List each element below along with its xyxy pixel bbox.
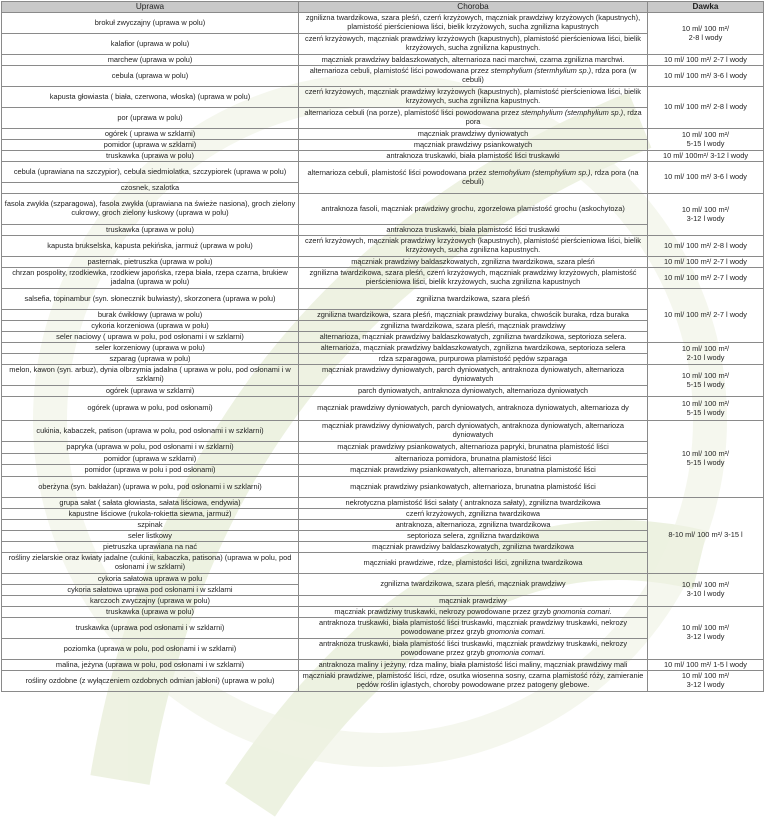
dose-cell: 8-10 ml/ 100 m²/ 3-15 l	[648, 498, 764, 574]
crop-cell: cykoria sałatowa uprawa pod osłonami i w szklarni	[2, 585, 299, 596]
crop-cell: chrzan pospolity, rzodkiewka, rzodkiew japońska, rzepa biała, rzepa czarna, brukiew jadalna (uprawa w polu)	[2, 268, 299, 289]
disease-cell: zgnilizna twardzikowa, szara pleśń, mączniak prawdziwy	[299, 574, 648, 596]
crop-cell: truskawka (uprawa pod osłonami i w szklarni)	[2, 618, 299, 639]
crop-cell: rośliny ozdobne (z wyłączeniem ozdobnych odmian jabłoni) (uprawa w polu)	[2, 671, 299, 692]
table-row	[2, 397, 764, 421]
disease-cell: mączniak prawdziwy baldaszkowatych, zgnilizna twardzikowa, szara pleśń	[299, 257, 648, 268]
disease-cell: mączniaki prawdziwe, rdze, plamistości liści, zgnilizna twardzikowa	[299, 553, 648, 574]
header-disease: Choroba	[299, 2, 648, 13]
crop-cell: kapusta brukselska, kapusta pekińska, jarmuż (uprawa w polu)	[2, 236, 299, 257]
disease-cell: antraknoza truskawki, biała plamistość liści truskawki, mączniak prawdziwy truskawki, nekrozy powodowane przez grzyb gnomonia comari.	[299, 618, 648, 639]
crop-cell: seler listkowy	[2, 531, 299, 542]
crop-cell: seler naciowy ( uprawa w polu, pod osłonami i w szklarni)	[2, 332, 299, 343]
crop-cell: marchew (uprawa w polu)	[2, 55, 299, 66]
dose-cell: 10 ml/ 100 m²/ 5-15 l wody	[648, 397, 764, 421]
crop-cell: cebula (uprawiana na szczypior), cebula siedmiolatka, szczypiorek (uprawa w polu)	[2, 162, 299, 183]
disease-cell: czerń krzyżowych, mączniak prawdziwy krzyżowych (kapustnych), plamistość pierścieniowa liści, bielik krzyżowych, sucha zgnilizna kapustnych.	[299, 34, 648, 55]
table-row	[2, 257, 764, 268]
table-row	[2, 129, 764, 140]
disease-cell: mączniak prawdziwy dyniowatych, parch dyniowatych, antraknoza dyniowatych, alternarioza dy	[299, 397, 648, 421]
disease-cell: mączniak prawdziwy psiankowatych, alternarioza, brunatna plamistość liści	[299, 477, 648, 498]
crop-cell: burak ćwikłowy (uprawa w polu)	[2, 310, 299, 321]
table-row	[2, 671, 764, 692]
table-row	[2, 13, 764, 34]
crop-cell: papryka (uprawa w polu, pod osłonami i w szklarni)	[2, 442, 299, 454]
crop-cell: cykoria sałatowa uprawa w polu	[2, 574, 299, 585]
table-row	[2, 574, 764, 585]
disease-cell: zgnilizna twardzikowa, szara pleśń, mączniak prawdziwy buraka, chwościk buraka, rdza buraka	[299, 310, 648, 321]
table-row	[2, 365, 764, 386]
crop-cell: szpinak	[2, 520, 299, 531]
dose-cell: 10 ml/ 100 m²/ 3-12 l wody	[648, 607, 764, 660]
disease-cell: mączniak prawdziwy psiankowatych	[299, 140, 648, 151]
disease-cell: zgnilizna twardzikowa, szara pleśń, czerń krzyżowych, mączniak prawdziwy krzyżowych (kapustnych), plamistość pierścieniowa liści, bielik krzyżowych, sucha zgnilizna kapustnych	[299, 13, 648, 34]
table-row	[2, 236, 764, 257]
disease-cell: alternarioza cebuli (na porze), plamistość liści powodowana przez stemphylium (stemphylium sp.), rdza pora	[299, 108, 648, 129]
dose-cell: 10 ml/ 100 m²/ 2-8 l wody	[648, 13, 764, 55]
table-row	[2, 268, 764, 289]
disease-cell: czerń krzyżowych, mączniak prawdziwy krzyżowych (kapustnych), plamistość pierścieniowa liści, bielik krzyżowych, sucha zgnilizna kapustnych.	[299, 87, 648, 108]
crop-cell: ogórek ( uprawa w szklarni)	[2, 129, 299, 140]
crop-cell: cykoria korzeniowa (uprawa w polu)	[2, 321, 299, 332]
crop-cell: brokuł zwyczajny (uprawa w polu)	[2, 13, 299, 34]
table-row	[2, 607, 764, 618]
crop-cell: kalafior (uprawa w polu)	[2, 34, 299, 55]
crop-cell: czosnek, szalotka	[2, 183, 299, 194]
table-row	[2, 289, 764, 310]
crop-cell: pomidor (uprawa w szklarni)	[2, 140, 299, 151]
table-row	[2, 87, 764, 108]
disease-cell: parch dyniowatych, antraknoza dyniowatych, alternarioza dyniowatych	[299, 386, 648, 397]
crop-cell: pietruszka uprawiana na nać	[2, 542, 299, 553]
disease-cell: antraknoza, alternarioza, zgnilizna twardzikowa	[299, 520, 648, 531]
disease-cell: antraknoza truskawki, biała plamistość liści truskawki, mączniak prawdziwy truskawki, nekrozy powodowane przez grzyb gnomonia comari.	[299, 639, 648, 660]
table-row	[2, 162, 764, 183]
crop-cell: kapustne liściowe (rukola-rokietta siewna, jarmuż)	[2, 509, 299, 520]
table-row	[2, 343, 764, 354]
crop-cell: pomidor (uprawa w szklarni)	[2, 454, 299, 465]
dose-cell: 10 ml/ 100 m²/ 3-6 l wody	[648, 162, 764, 194]
disease-cell: czerń krzyżowych, zgnilizna twardzikowa	[299, 509, 648, 520]
disease-cell: septorioza selera, zgnilizna twardzikowa	[299, 531, 648, 542]
dose-cell: 10 ml/ 100 m²/ 3-12 l wody	[648, 194, 764, 236]
disease-cell: nekrotyczna plamistość liści sałaty ( antraknoza sałaty), zgnilizna twardzikowa	[299, 498, 648, 509]
dose-cell: 10 ml/ 100 m²/ 3-6 l wody	[648, 66, 764, 87]
disease-cell: antraknoza truskawki, biała plamistość liści truskawki	[299, 225, 648, 236]
disease-cell: antraknoza truskawki, biała plamistość liści truskawki	[299, 151, 648, 162]
dose-cell: 10 ml/ 100 m²/ 1-5 l wody	[648, 660, 764, 671]
crop-cell: rośliny zielarskie oraz kwiaty jadalne (cukinii, kabaczka, patisona) (uprawa w polu, pod osłonami i w szklarni)	[2, 553, 299, 574]
table-row	[2, 194, 764, 225]
crop-disease-dose-table	[1, 1, 764, 692]
table-row	[2, 151, 764, 162]
header-dose: Dawka	[648, 2, 764, 13]
disease-cell: alternarioza cebuli, plamistość liści powodowana przez stemohylium (stemphylium sp.), rdza pora (na cebuli)	[299, 162, 648, 194]
disease-cell: mączniak prawdziwy baldaszkowatych, alternarioza naci marchwi, czarna zgnilizna marchwi.	[299, 55, 648, 66]
disease-cell: mączniak prawdziwy truskawki, nekrozy powodowane przez grzyb gnomonia comari.	[299, 607, 648, 618]
dose-cell: 10 ml/ 100 m²/ 2-8 l wody	[648, 236, 764, 257]
table-row	[2, 55, 764, 66]
dose-cell: 10 ml/ 100 m²/ 2-7 l wody	[648, 257, 764, 268]
dose-cell: 10 ml/ 100 m²/ 2-7 l wody	[648, 289, 764, 343]
crop-cell: kapusta głowiasta ( biała, czerwona, włoska) (uprawa w polu)	[2, 87, 299, 108]
dose-cell: 10 ml/ 100 m²/ 3-10 l wody	[648, 574, 764, 607]
disease-cell: mączniak prawdziwy dyniowatych, parch dyniowatych, antraknoza dyniowatych, alternarioza dyniowatych	[299, 365, 648, 386]
crop-cell: poziomka (uprawa w polu, pod osłonami i w szklarni)	[2, 639, 299, 660]
disease-cell: zgnilizna twardzikowa, szara pleśń	[299, 289, 648, 310]
disease-cell: zgnilizna twardzikowa, szara pleśń, czerń krzyżowych, mączniak prawdziwy krzyżowych, plamistość pierścieniowa liści, bielik krzyżowych, sucha zgnilizna kapustnych	[299, 268, 648, 289]
crop-cell: truskawka (uprawa w polu)	[2, 151, 299, 162]
crop-cell: ogórek (uprawa w szklarni)	[2, 386, 299, 397]
dose-cell: 10 ml/ 100 m²/ 5-15 l wody	[648, 421, 764, 498]
crop-cell: cukinia, kabaczek, patison (uprawa w polu, pod osłonami i w szklarni)	[2, 421, 299, 442]
crop-cell: salsefia, topinambur (syn. słonecznik bulwiasty), skorzonera (uprawa w polu)	[2, 289, 299, 310]
disease-cell: mączniak prawdziwy psiankowatych, alternarioza papryki, brunatna plamistość liści	[299, 442, 648, 454]
disease-cell: czerń krzyżowych, mączniak prawdziwy krzyżowych (kapustnych), plamistość pierścieniowa liści, bielik krzyżowych, sucha zgnilizna kapustnych.	[299, 236, 648, 257]
disease-cell: rdza szparagowa, purpurowa plamistość pędów szparaga	[299, 354, 648, 365]
crop-cell: por (uprawa w polu)	[2, 108, 299, 129]
crop-cell: melon, kawon (syn. arbuz), dynia olbrzymia jadalna ( uprawa w polu, pod osłonami i w szklarni)	[2, 365, 299, 386]
crop-cell: pomidor (uprawa w polu i pod osłonami)	[2, 465, 299, 477]
crop-cell: karczoch zwyczajny (uprawa w polu)	[2, 596, 299, 607]
crop-cell: truskawka (uprawa w polu)	[2, 225, 299, 236]
disease-cell: mączniaki prawdziwe, plamistość liści, rdze, osutka wiosenna sosny, czarna plamistość róży, zamieranie pędów roślin iglastych, choroby powodowane przez patogeny glebowe.	[299, 671, 648, 692]
dose-cell: 10 ml/ 100 m²/ 2-10 l wody	[648, 343, 764, 365]
disease-cell: antraknoza maliny i jeżyny, rdza maliny, biała plamistość liści maliny, mączniak prawdziwy mali	[299, 660, 648, 671]
table-header-row	[2, 2, 764, 13]
crop-cell: truskawka (uprawa w polu)	[2, 607, 299, 618]
disease-cell: mączniak prawdziwy	[299, 596, 648, 607]
dose-cell: 10 ml/ 100 m²/ 2-8 l wody	[648, 87, 764, 129]
dose-cell: 10 ml/ 100 m²/ 5-15 l wody	[648, 129, 764, 151]
crop-cell: cebula (uprawa w polu)	[2, 66, 299, 87]
disease-cell: mączniak prawdziwy dyniowatych	[299, 129, 648, 140]
table-row	[2, 498, 764, 509]
disease-cell: alternarioza cebuli, plamistość liści powodowana przez stemphylium (stermhylium sp.), rdza pora (w cebuli)	[299, 66, 648, 87]
disease-cell: mączniak prawdziwy baldaszkowatych, zgnilizna twardzikowa	[299, 542, 648, 553]
disease-cell: mączniak prawdziwy psiankowatych, alternarioza, brunatna plamistość liści	[299, 465, 648, 477]
crop-cell: grupa sałat ( sałata głowiasta, sałata liściowa, endywia)	[2, 498, 299, 509]
crop-cell: pasternak, pietruszka (uprawa w polu)	[2, 257, 299, 268]
disease-cell: alternarioza pomidora, brunatna plamistość liści	[299, 454, 648, 465]
disease-cell: antraknoza fasoli, mączniak prawdziwy grochu, zgorzelowa plamistość grochu (askochytoza)	[299, 194, 648, 225]
table-row	[2, 66, 764, 87]
dose-cell: 10 ml/ 100 m²/ 2-7 l wody	[648, 268, 764, 289]
disease-cell: alternarioza, mączniak prawdziwy baldaszkowatych, zgnilizna twardzikowa, septorioza selera	[299, 343, 648, 354]
crop-cell: fasola zwykła (szparagowa), fasola zwykła (uprawiana na świeże nasiona), groch zielony cukrowy, groch zielony łuskowy (uprawa w polu)	[2, 194, 299, 225]
table-row	[2, 421, 764, 442]
crop-cell: szparag (uprawa w polu)	[2, 354, 299, 365]
dose-cell: 10 ml/ 100 m²/ 3-12 l wody	[648, 671, 764, 692]
disease-cell: mączniak prawdziwy dyniowatych, parch dyniowatych, antraknoza dyniowatych, alternarioza dyniowatych	[299, 421, 648, 442]
header-crop: Uprawa	[2, 2, 299, 13]
dose-cell: 10 ml/ 100 m²/ 5-15 l wody	[648, 365, 764, 397]
disease-cell: alternarioza, mączniak prawdziwy baldaszkowatych, zgnilizna twardzikowa, septorioza selera.	[299, 332, 648, 343]
crop-cell: ogórek (uprawa w polu, pod osłonami)	[2, 397, 299, 421]
dose-cell: 10 ml/ 100m²/ 3-12 l wody	[648, 151, 764, 162]
crop-cell: malina, jeżyna (uprawa w polu, pod osłonami i w szklarni)	[2, 660, 299, 671]
table-row	[2, 660, 764, 671]
disease-cell: zgnilizna twardzikowa, szara pleśń, mączniak prawdziwy	[299, 321, 648, 332]
crop-cell: seler korzeniowy (uprawa w polu)	[2, 343, 299, 354]
crop-cell: oberżyna (syn. bakłażan) (uprawa w polu, pod osłonami i w szklarni)	[2, 477, 299, 498]
dose-cell: 10 ml/ 100 m²/ 2-7 l wody	[648, 55, 764, 66]
